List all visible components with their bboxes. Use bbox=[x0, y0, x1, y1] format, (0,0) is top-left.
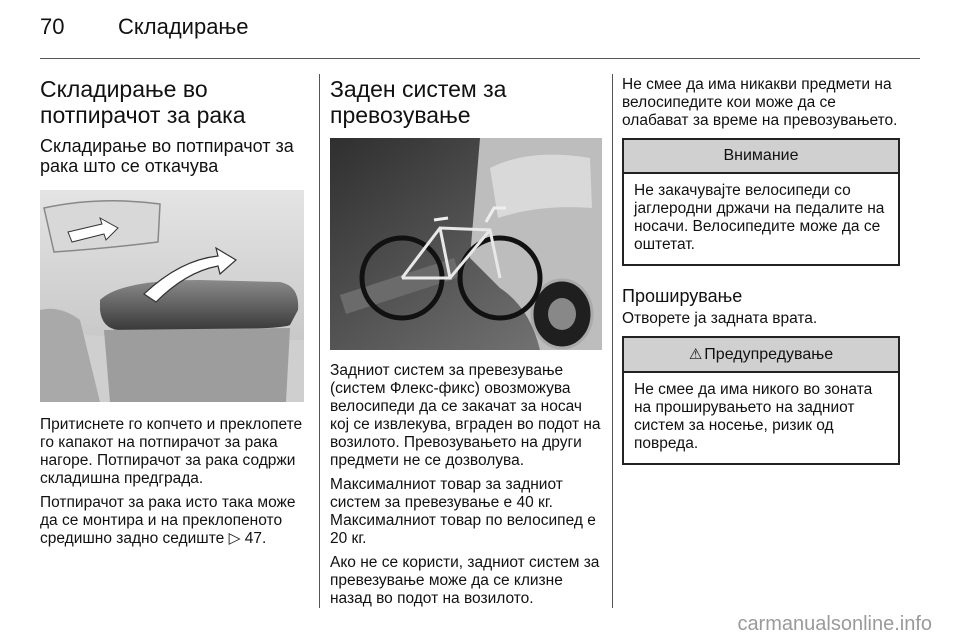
section-heading-armrest: Складирање во потпирачот за рака bbox=[40, 76, 246, 128]
column-3 bbox=[622, 76, 900, 477]
rear-carrier-description: Задниот систем за превезување (систем Флекс-фикс) овозможува велосипеди да се закачат за носач кој се извлекува, вграден во подот на возилото. Превозувањето на други предмети не се дозволува. bbox=[330, 362, 601, 469]
armrest-mount-note bbox=[40, 494, 304, 548]
page-ref[interactable]: 47. bbox=[244, 530, 267, 547]
armrest-instructions: Притиснете го копчето и преклопете го капакот на потпирачот за рака нагоре. Потпирачот за рака содржи складишна предграда. bbox=[40, 416, 303, 487]
expand-instruction: Отворете ја задната врата. bbox=[622, 310, 818, 327]
notice-title: Внимание bbox=[624, 140, 898, 174]
expand-heading: Проширување bbox=[622, 286, 743, 306]
notice-box bbox=[622, 138, 900, 266]
bike-carrier-illustration bbox=[330, 138, 602, 350]
header-rule bbox=[40, 58, 920, 59]
watermark: carmanualsonline.info bbox=[737, 613, 932, 635]
page-number: 70 bbox=[40, 14, 65, 39]
no-loose-items-note: Не смее да има никакви предмети на велосипедите кои може да се олабават за време на превозувањето. bbox=[622, 76, 898, 129]
warning-title: Предупредување bbox=[704, 346, 834, 363]
subheading-removable-armrest: Складирање во потпирачот за рака што се откачува bbox=[40, 136, 294, 176]
rear-carrier-stow-note: Ако не се користи, задниот систем за превезување може да се клизне назад во подот на возилото. bbox=[330, 554, 600, 607]
running-title: Складирање bbox=[118, 14, 249, 39]
armrest-illustration bbox=[40, 190, 304, 402]
column-2 bbox=[330, 76, 602, 614]
warning-body: Не смее да има никого во зоната на проширувањето на задниот систем за носење, ризик од повреда. bbox=[634, 381, 873, 452]
armrest-mount-text: Потпирачот за рака исто така може да се монтира и на преклопеното средишно задно седиште bbox=[40, 494, 296, 547]
warning-box bbox=[622, 336, 900, 465]
warning-triangle-icon: ⚠ bbox=[688, 346, 703, 363]
section-heading-rear-carrier: Заден систем за превозување bbox=[330, 76, 507, 128]
column-divider-1 bbox=[319, 74, 320, 608]
page-header bbox=[40, 14, 249, 40]
rear-carrier-max-load: Максималниот товар за задниот систем за превезување е 40 кг. Максималниот товар по велосипед е 20 кг. bbox=[330, 476, 596, 547]
column-1 bbox=[40, 76, 304, 554]
notice-body: Не закачувајте велосипеди со јаглеродни држачи на педалите на носачи. Велосипедите може да се оштетат. bbox=[634, 182, 885, 253]
warning-header bbox=[624, 338, 898, 373]
column-divider-2 bbox=[612, 74, 613, 608]
page-ref-arrow-icon[interactable]: ▷ bbox=[228, 530, 241, 547]
